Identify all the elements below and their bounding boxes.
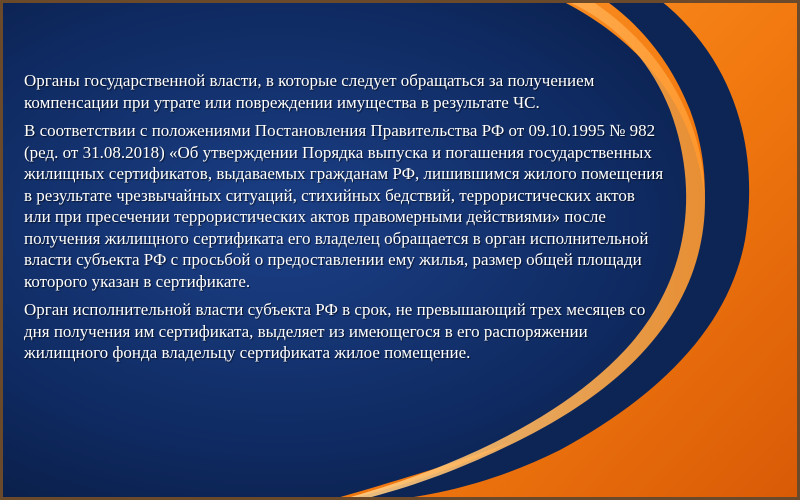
paragraph-regulation: В соответствии с положениями Постановления Правительства РФ от 09.10.1995 № 982 (ред. от 31.08.2018) «Об утверждении Порядка выпуска и погашения государственных жилищных сертификатов, выдаваемых гражданам РФ, лишившимся жилого помещения в результате чрезвычайных ситуаций, стихийных бедствий, террористических актов или при пресечении террористических актов правомерными действиями» после получения жилищного сертификата его владелец обращается в орган исполнительной власти субъекта РФ с просьбой о предоставлении ему жилья, размер общей площади которого указан в сертификате.	[24, 121, 664, 291]
slide-text-block	[24, 70, 764, 371]
paragraph-heading: Органы государственной власти, в которые следует обращаться за получением компенсации при утрате или повреждении имущества в результате ЧС.	[24, 71, 595, 112]
paragraph-allocation: Орган исполнительной власти субъекта РФ в срок, не превышающий трех месяцев со дня получения им сертификата, выделяет из имеющегося в его распоряжении жилищного фонда владельцу сертификата жилое помещение.	[24, 300, 646, 362]
